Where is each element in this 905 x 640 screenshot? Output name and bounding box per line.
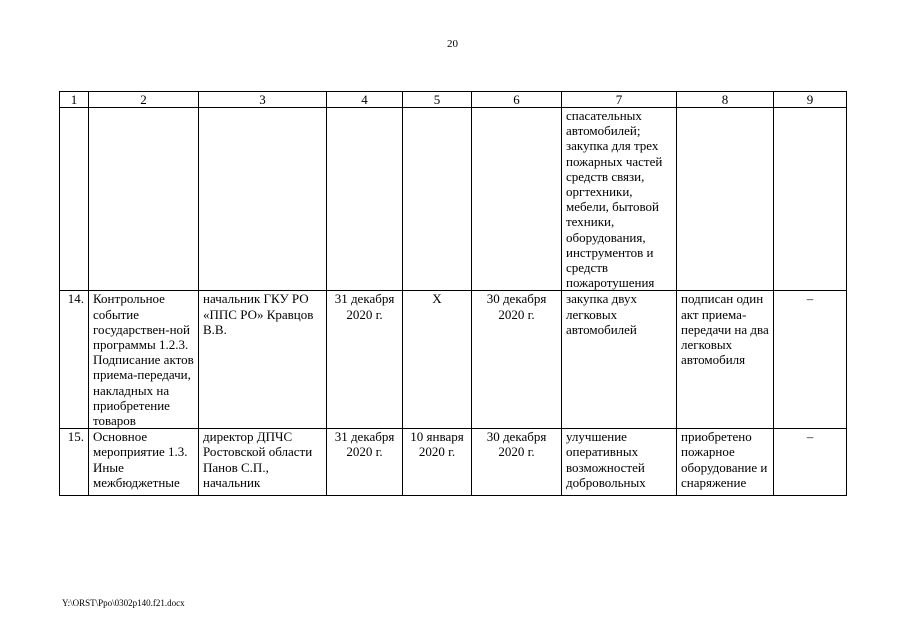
planned-date-cell: [327, 108, 403, 291]
planned-result-text: улучшение оперативных возможностей добровольных: [566, 429, 646, 490]
event-name-cell: [89, 429, 199, 496]
actual-start-cell: Х: [403, 291, 472, 429]
row-number-cell: [60, 108, 89, 291]
actual-start-cell: [403, 429, 472, 496]
actual-result-text: приобретено пожарное оборудование и снаряжение: [681, 429, 768, 490]
table-row: [60, 291, 847, 429]
planned-date-cell: 31 декабря 2020 г.: [327, 291, 403, 429]
actual-start-text: 10 января 2020 г.: [410, 429, 464, 460]
event-name-text: Основное мероприятие 1.3. Иные межбюджетные: [93, 429, 188, 490]
actual-end-cell: [472, 108, 562, 291]
responsible-text: директор ДПЧС Ростовской области Панов С.П., начальник: [203, 429, 313, 490]
actual-end-cell: [472, 429, 562, 496]
responsible-cell: [199, 429, 327, 496]
responsible-cell: начальник ГКУ РО «ППС РО» Кравцов В.В.: [199, 291, 327, 429]
actual-result-cell: [677, 108, 774, 291]
planned-result-cell: спасательных автомобилей; закупка для трех пожарных частей средств связи, оргтехники, мебели, бытовой техники, оборудования, инструментов и средств пожаротушения: [562, 108, 677, 291]
actual-result-cell: подписан один акт приема-передачи на два легковых автомобиля: [677, 291, 774, 429]
events-table: [59, 91, 847, 496]
header-cell: 2: [89, 92, 199, 108]
header-cell: 1: [60, 92, 89, 108]
row-number-cell: [60, 429, 89, 496]
header-cell: 4: [327, 92, 403, 108]
notes-cell: [774, 108, 847, 291]
event-name-cell: Контрольное событие государствен-ной программы 1.2.3. Подписание актов приема-передачи, накладных на приобретение товаров: [89, 291, 199, 429]
planned-result-cell: [562, 429, 677, 496]
table-row: [60, 429, 847, 496]
header-cell: 8: [677, 92, 774, 108]
notes-text: –: [806, 429, 814, 445]
actual-result-cell: [677, 429, 774, 496]
actual-end-cell: 30 декабря 2020 г.: [472, 291, 562, 429]
event-name-cell: [89, 108, 199, 291]
actual-end-text: 30 декабря 2020 г.: [486, 429, 547, 460]
header-cell: 5: [403, 92, 472, 108]
header-cell: 9: [774, 92, 847, 108]
responsible-cell: [199, 108, 327, 291]
page-number: 20: [447, 38, 458, 50]
header-cell: 6: [472, 92, 562, 108]
planned-result-cell: закупка двух легковых автомобилей: [562, 291, 677, 429]
header-cell: 3: [199, 92, 327, 108]
planned-date-cell: [327, 429, 403, 496]
row-number-text: 15.: [67, 429, 84, 445]
file-path-footer: Y:\ORST\Ppo\0302p140.f21.docx: [62, 598, 185, 608]
planned-date-text: 31 декабря 2020 г.: [334, 429, 395, 460]
actual-start-cell: [403, 108, 472, 291]
header-cell: 7: [562, 92, 677, 108]
table-row: [60, 108, 847, 291]
notes-cell: [774, 429, 847, 496]
notes-cell: –: [774, 291, 847, 429]
row-number-cell: 14.: [60, 291, 89, 429]
header-row: [60, 92, 847, 108]
